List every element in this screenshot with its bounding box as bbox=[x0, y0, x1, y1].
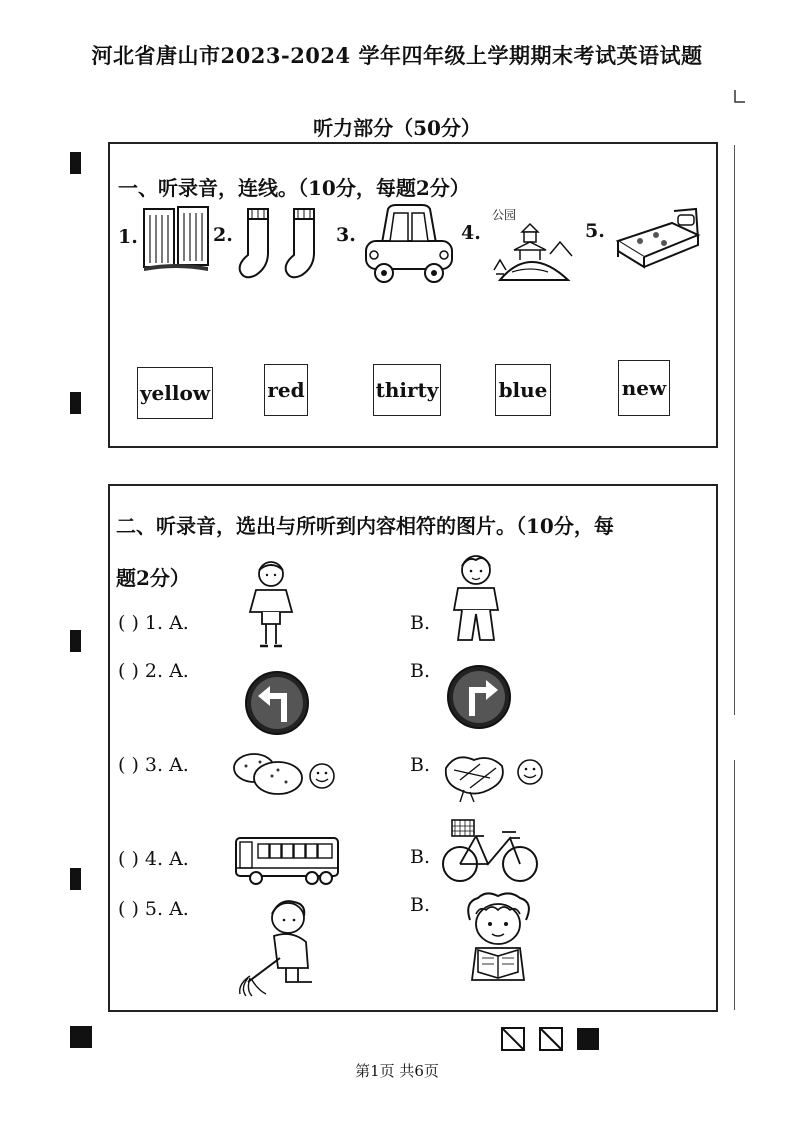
page-footer: 第1页 共6页 bbox=[355, 1062, 439, 1080]
question-1-label: ( ) 1. A. bbox=[118, 612, 189, 634]
page-edge-line bbox=[734, 760, 743, 1010]
socks-icon bbox=[236, 205, 328, 283]
boy-icon bbox=[444, 554, 506, 646]
turn-left-sign-icon bbox=[244, 670, 310, 736]
girl-icon bbox=[242, 560, 300, 650]
park-icon bbox=[490, 220, 576, 282]
page-title: 河北省唐山市2023-2024 学年四年级上学期期末考试英语试题 bbox=[91, 43, 703, 68]
answer-sheet-marks-icon bbox=[501, 1027, 601, 1053]
corner-mark-icon bbox=[734, 90, 746, 104]
question-4-label: ( ) 4. A. bbox=[118, 848, 189, 870]
word-card-yellow: yellow bbox=[137, 367, 213, 419]
alignment-mark bbox=[70, 152, 81, 174]
vegetables-icon bbox=[440, 748, 546, 804]
word-card-red: red bbox=[264, 364, 308, 416]
listening-heading: 听力部分（50分） bbox=[313, 116, 481, 140]
alignment-mark bbox=[70, 392, 81, 414]
item-number: 5. bbox=[585, 220, 605, 242]
potatoes-icon bbox=[232, 750, 338, 800]
item-number: 3. bbox=[336, 224, 356, 246]
word-card-new: new bbox=[618, 360, 670, 416]
alignment-mark bbox=[70, 868, 81, 890]
item-number: 4. bbox=[461, 222, 481, 244]
question-3-option-b: B. bbox=[410, 754, 431, 776]
sweeping-boy-icon bbox=[236, 898, 328, 998]
bus-icon bbox=[234, 834, 340, 886]
question-2-option-b: B. bbox=[410, 660, 431, 682]
section2-box bbox=[108, 484, 718, 1012]
alignment-mark bbox=[70, 630, 81, 652]
turn-right-sign-icon bbox=[446, 664, 512, 730]
park-label: 公园 bbox=[492, 208, 517, 222]
reading-boy-icon bbox=[458, 892, 538, 990]
word-card-thirty: thirty bbox=[373, 364, 441, 416]
bed-icon bbox=[612, 205, 702, 271]
item-number: 2. bbox=[213, 224, 233, 246]
question-1-option-b: B. bbox=[410, 612, 431, 634]
question-5-option-b: B. bbox=[410, 894, 431, 916]
section2-heading-cont: 题2分） bbox=[116, 566, 190, 590]
page-edge-line bbox=[734, 145, 743, 715]
bike-icon bbox=[440, 816, 540, 884]
section2-heading: 二、听录音，选出与所听到内容相符的图片。（10分，每 bbox=[116, 514, 614, 538]
alignment-mark bbox=[70, 1026, 92, 1048]
question-3-label: ( ) 3. A. bbox=[118, 754, 189, 776]
car-icon bbox=[362, 203, 456, 285]
question-5-label: ( ) 5. A. bbox=[118, 898, 189, 920]
item-number: 1. bbox=[118, 226, 138, 248]
word-card-blue: blue bbox=[495, 364, 551, 416]
question-2-label: ( ) 2. A. bbox=[118, 660, 189, 682]
book-icon bbox=[142, 205, 210, 273]
question-4-option-b: B. bbox=[410, 846, 431, 868]
section1-heading: 一、听录音，连线。（10分，每题2分） bbox=[118, 176, 470, 200]
